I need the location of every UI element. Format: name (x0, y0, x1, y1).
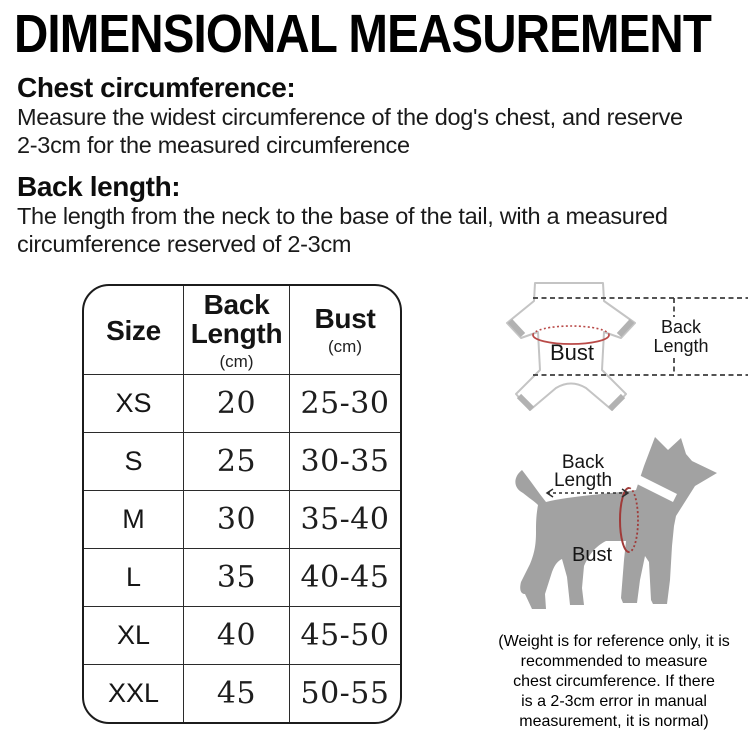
note-line-1: (Weight is for reference only, it is (498, 633, 730, 650)
back-length-cell: 20 (183, 374, 289, 432)
dog-back-length-label-line1: Back (561, 452, 605, 473)
chest-description-line-1: Measure the widest circumference of the dog's chest, and reserve (17, 104, 683, 130)
back-length-cell: 45 (183, 664, 289, 722)
garment-back-length-label-line2: Length (653, 336, 709, 356)
back-length-cell: 40 (183, 606, 289, 664)
bust-cell: 35-40 (289, 490, 400, 548)
bust-column-header: Bust (cm) (289, 286, 400, 374)
note-line-5: measurement, it is normal) (519, 713, 709, 730)
back-length-unit: (cm) (219, 351, 254, 371)
note-line-4: is a 2-3cm error in manual (521, 693, 707, 710)
size-cell: M (84, 490, 183, 548)
back-length-description (17, 203, 668, 258)
back-length-cell: 35 (183, 548, 289, 606)
back-length-cell: 30 (183, 490, 289, 548)
note-line-3: chest circumference. If there (513, 673, 715, 690)
size-cell: L (84, 548, 183, 606)
size-cell: XXL (84, 664, 183, 722)
back-description-line-2: circumference reserved of 2-3cm (17, 230, 352, 257)
size-cell: S (84, 432, 183, 490)
dog-silhouette (515, 437, 717, 609)
size-cell: XS (84, 374, 183, 432)
chest-description-line-2: 2-3cm for the measured circumference (17, 131, 410, 158)
dog-measurement-diagram (498, 428, 750, 633)
reference-note (478, 632, 750, 732)
note-line-2: recommended to measure (520, 653, 708, 670)
size-column-header: Size (106, 314, 161, 346)
chest-circumference-description (17, 104, 683, 159)
back-length-cell: 25 (183, 432, 289, 490)
garment-measurement-diagram (480, 270, 750, 440)
bust-cell: 50-55 (289, 664, 400, 722)
chest-circumference-heading: Chest circumference: (17, 72, 296, 103)
bust-cell: 40-45 (289, 548, 400, 606)
back-length-heading: Back length: (17, 171, 181, 202)
page-title: DIMENSIONAL MEASUREMENT (14, 4, 712, 64)
dog-back-length-label-line2: Length (553, 470, 613, 491)
bust-cell: 30-35 (289, 432, 400, 490)
bust-cell: 25-30 (289, 374, 400, 432)
garment-bust-label: Bust (549, 340, 595, 365)
back-length-column-header: Back Length (cm) (183, 286, 289, 374)
dog-bust-label: Bust (571, 544, 613, 566)
back-description-line-1: The length from the neck to the base of the tail, with a measured (17, 203, 668, 229)
size-cell: XL (84, 606, 183, 664)
bust-cell: 45-50 (289, 606, 400, 664)
garment-back-length-label-line1: Back (660, 317, 702, 337)
size-table (82, 284, 402, 724)
bust-unit: (cm) (328, 337, 362, 356)
